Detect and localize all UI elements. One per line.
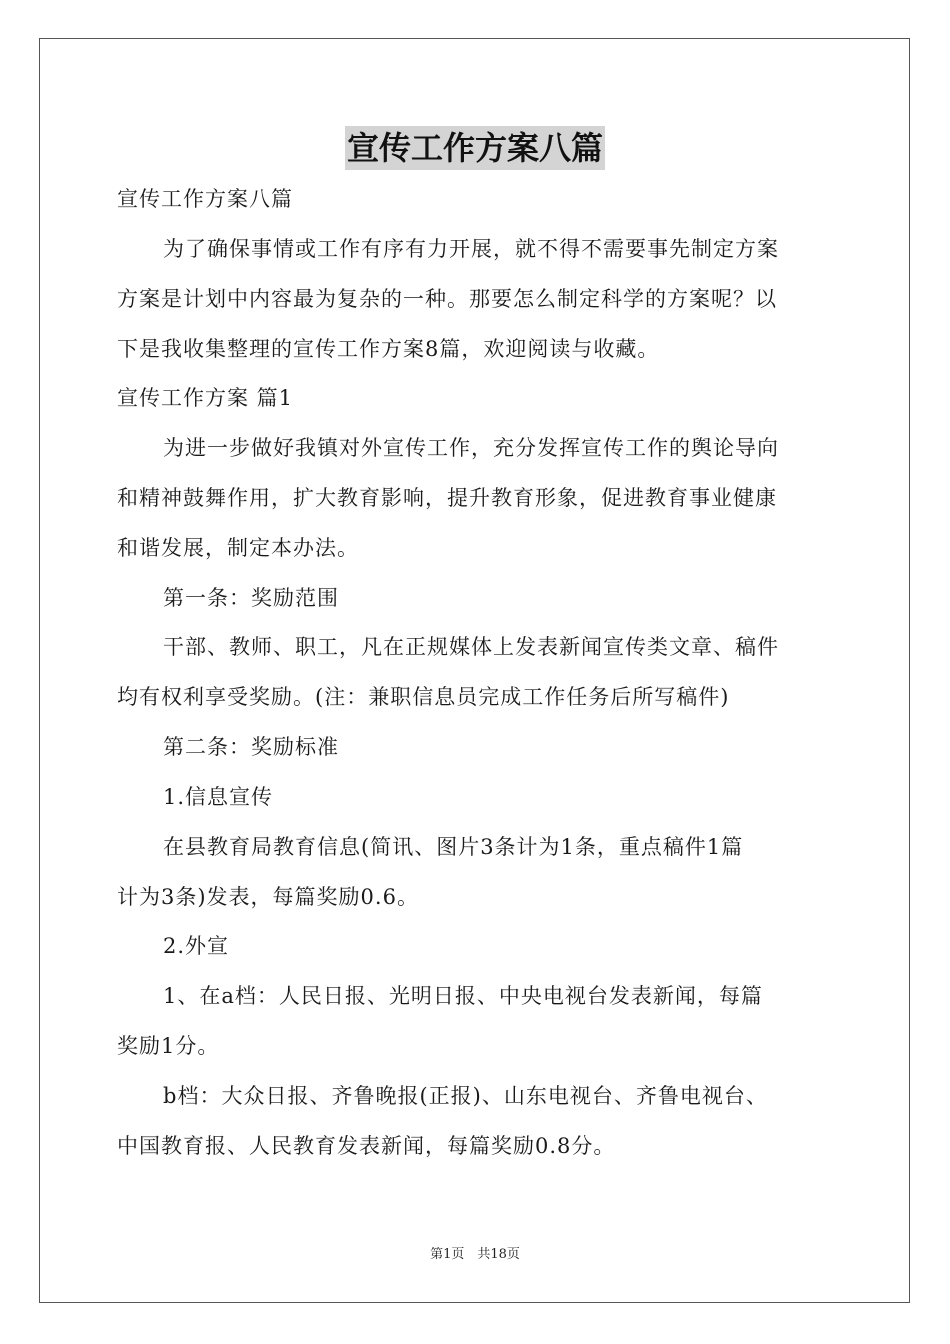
subtitle-line: 宣传工作方案八篇 — [117, 187, 293, 211]
paragraph-line: 中国教育报、人民教育发表新闻，每篇奖励0.8分。 — [117, 1134, 616, 1158]
paragraph-line: 方案是计划中内容最为复杂的一种。那要怎么制定科学的方案呢？以 — [117, 287, 777, 311]
page-footer: 第1页 共18页 — [430, 1247, 520, 1262]
list-heading: 1.信息宣传 — [163, 785, 274, 809]
title-wrap — [0, 126, 950, 170]
article-heading: 第一条：奖励范围 — [163, 586, 339, 610]
page-border — [39, 38, 910, 1303]
paragraph-line: 奖励1分。 — [117, 1034, 220, 1058]
paragraph-line: 为进一步做好我镇对外宣传工作，充分发挥宣传工作的舆论导向 — [163, 436, 779, 460]
paragraph-line: 下是我收集整理的宣传工作方案8篇，欢迎阅读与收藏。 — [117, 337, 660, 361]
paragraph-line: 和精神鼓舞作用，扩大教育影响，提升教育形象，促进教育事业健康 — [117, 486, 777, 510]
paragraph-line: 计为3条)发表，每篇奖励0.6。 — [117, 885, 419, 909]
section-heading: 宣传工作方案 篇1 — [117, 386, 294, 410]
paragraph-line: 均有权利享受奖励。(注：兼职信息员完成工作任务后所写稿件) — [117, 685, 730, 709]
paragraph-line: 干部、教师、职工，凡在正规媒体上发表新闻宣传类文章、稿件 — [163, 635, 779, 659]
document-title: 宣传工作方案八篇 — [345, 126, 605, 170]
paragraph-line: 为了确保事情或工作有序有力开展，就不得不需要事先制定方案 — [163, 237, 779, 261]
article-heading: 第二条：奖励标准 — [163, 735, 339, 759]
paragraph-line: 1、在a档：人民日报、光明日报、中央电视台发表新闻，每篇 — [163, 984, 763, 1008]
list-heading: 2.外宣 — [163, 934, 230, 958]
paragraph-line: 在县教育局教育信息(简讯、图片3条计为1条，重点稿件1篇 — [163, 835, 744, 859]
paragraph-line: b档：大众日报、齐鲁晚报(正报)、山东电视台、齐鲁电视台、 — [163, 1084, 768, 1108]
paragraph-line: 和谐发展，制定本办法。 — [117, 536, 359, 560]
